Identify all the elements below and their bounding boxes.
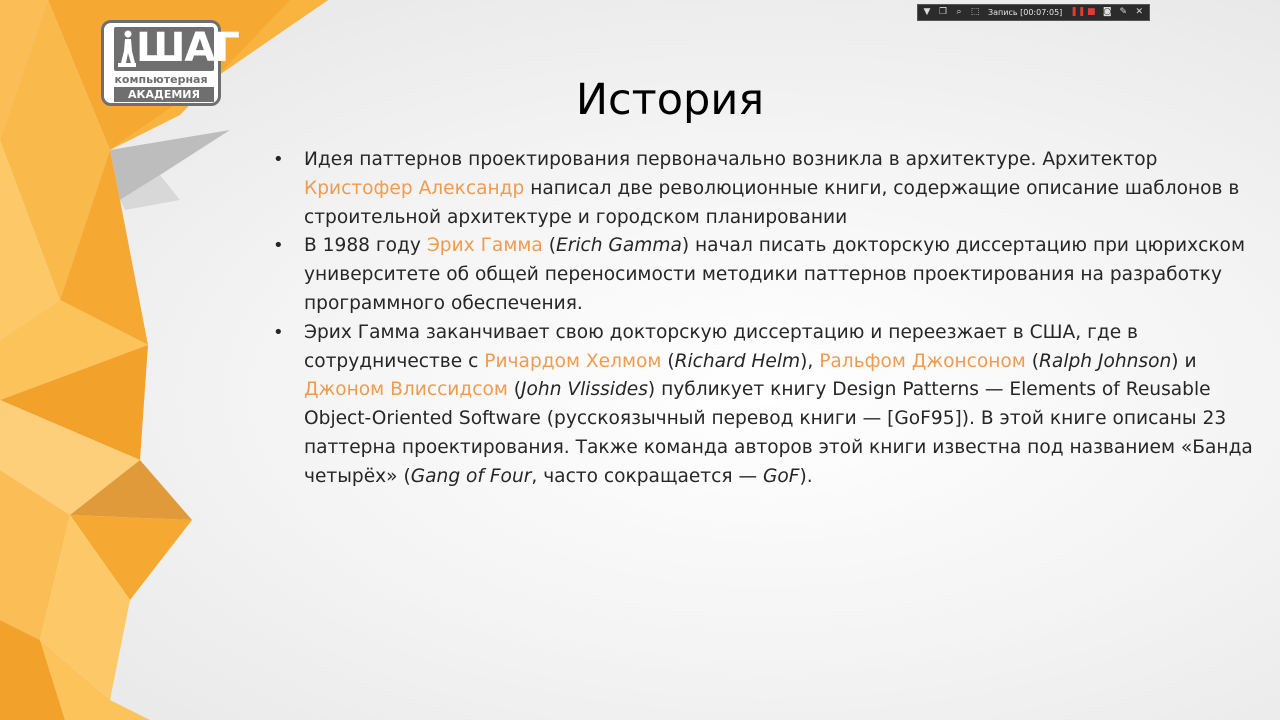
climbing-figure-icon	[118, 29, 136, 69]
bullet-text: (	[542, 235, 556, 257]
bullet-item	[273, 146, 1253, 232]
bullet-text: , часто сокращается —	[531, 465, 763, 487]
bullet-text: ) начал писать докторскую диссертацию при цюрихском университете об общей переносимости методики паттернов проектирования на разработку программного обеспечения.	[304, 235, 1245, 314]
highlighted-name: Эрих Гамма	[426, 235, 543, 257]
stop-icon[interactable]: ■	[1087, 7, 1096, 17]
bullet-item	[273, 232, 1253, 318]
bullet-text: написал две революционные книги, содержащие описание шаблонов в строительной архитектуре и городском планировании	[304, 177, 1240, 228]
bullet-text: Идея паттернов проектирования первоначально возникла в архитектуре. Архитектор	[304, 149, 1158, 170]
highlighted-name: Джоном Влиссидсом	[304, 379, 508, 401]
pause-icon[interactable]: ❚❚	[1070, 7, 1086, 17]
bullet-list	[273, 146, 1253, 492]
bullet-text: Эрих Гамма заканчивает свою докторскую диссертацию и переезжает в США, где в сотрудничестве с	[304, 321, 1139, 372]
bullet-text: В 1988 году	[304, 235, 427, 257]
recording-toolbar	[917, 4, 1150, 21]
bullet-item	[273, 319, 1253, 492]
logo-word: ШАГ	[136, 25, 239, 71]
bullet-text: (	[1025, 350, 1040, 372]
italic-text: Richard Helm	[674, 350, 801, 372]
italic-text: Ralph Johnson	[1039, 350, 1172, 372]
bullet-dot: •	[273, 149, 284, 170]
slide-title: История	[575, 75, 765, 125]
bullet-text: (	[661, 350, 675, 372]
bullet-text: ) публикует книгу Design Patterns — Elements of Reusable Object-Oriented Software (русскоязычный перевод книги — [GoF95]). В этой книге описаны 23 паттерна проектирования. Также команда авторов этой книги известна под названием «Банда четырёх» (	[304, 379, 1253, 487]
bullet-dot: •	[273, 321, 284, 343]
highlighted-name: Ральфом Джонсоном	[819, 350, 1026, 372]
logo-emblem	[114, 25, 239, 71]
italic-text: GoF	[762, 465, 800, 487]
window-icon[interactable]: ❐	[938, 7, 948, 17]
logo-academy-label: АКАДЕМИЯ	[114, 87, 214, 102]
dropdown-icon[interactable]: ▼	[923, 7, 931, 17]
bullet-text: (	[507, 379, 522, 401]
pen-icon[interactable]: ✎	[1119, 7, 1128, 17]
close-icon[interactable]: ✕	[1135, 7, 1144, 17]
bullet-text: ),	[800, 350, 820, 372]
italic-text: John Vlissides	[521, 379, 648, 401]
academy-logo	[101, 20, 239, 106]
camera-icon[interactable]: ◙	[1102, 7, 1112, 17]
recording-timer: Запись [00:07:05]	[988, 8, 1063, 17]
italic-text: Erich Gamma	[555, 235, 682, 257]
zoom-icon[interactable]: ⌕	[956, 7, 962, 17]
bullet-text: ).	[799, 465, 813, 487]
bullet-text: ) и	[1171, 350, 1197, 372]
italic-text: Gang of Four	[410, 465, 532, 487]
highlighted-name: Ричардом Хелмом	[484, 350, 662, 372]
logo-subtitle: компьютерная	[114, 73, 208, 86]
region-icon[interactable]: ⬚	[970, 7, 980, 17]
highlighted-name: Кристофер Александр	[304, 177, 525, 199]
bullet-dot: •	[273, 235, 284, 257]
